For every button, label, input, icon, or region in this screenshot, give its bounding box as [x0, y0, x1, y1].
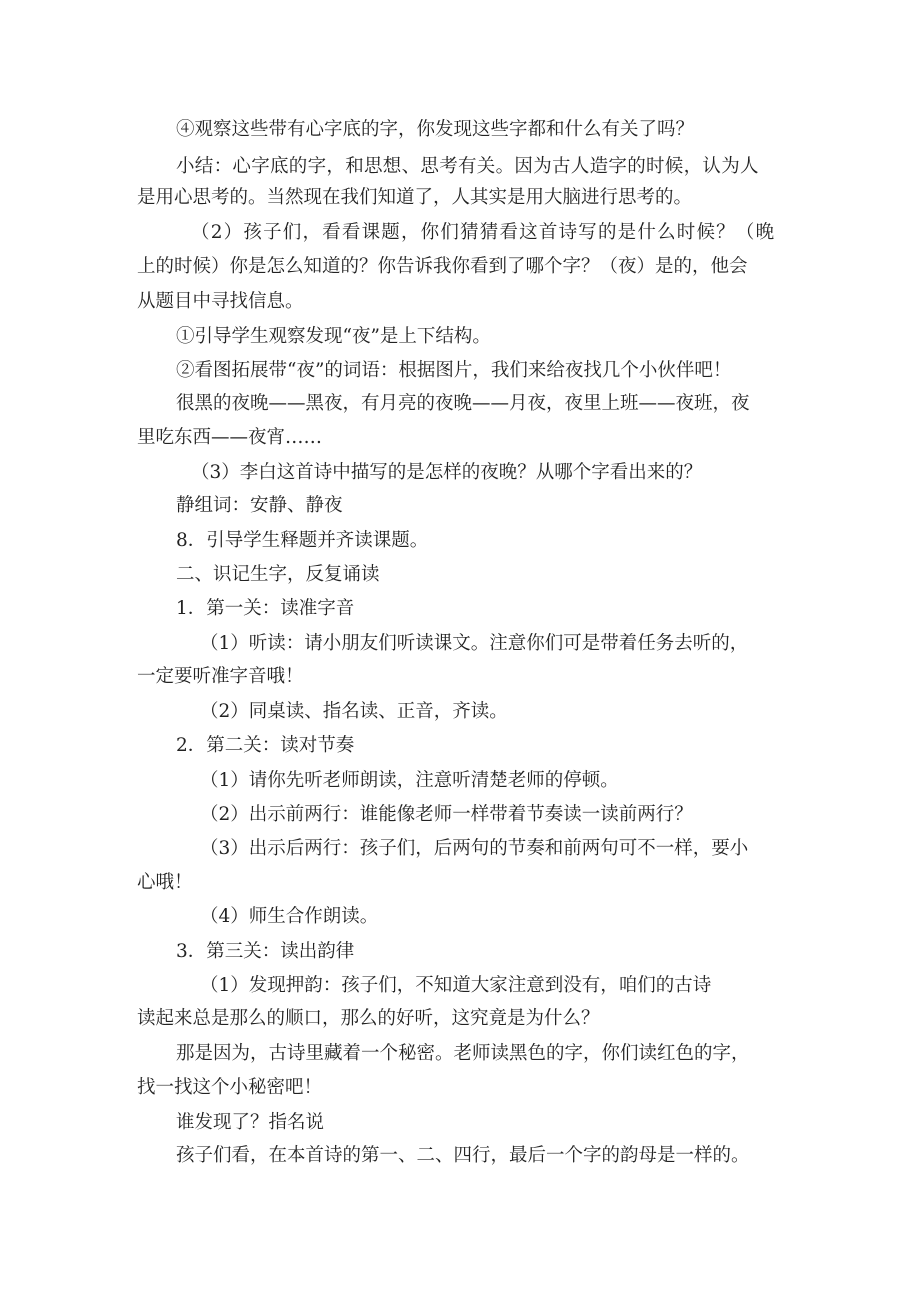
text-line: （3）李白这首诗中描写的是怎样的夜晚？从哪个字看出来的？: [191, 462, 703, 483]
text-line: 上的时候）你是怎么知道的？你告诉我你看到了哪个字？（夜）是的，他会: [137, 256, 748, 277]
text-line: 谁发现了？指名说: [176, 1112, 325, 1133]
text-line: 心哦！: [137, 872, 193, 893]
text-line: 是用心思考的。当然现在我们知道了，人其实是用大脑进行思考的。: [137, 187, 693, 208]
text-line: （2）出示前两行：谁能像老师一样带着节奏读一读前两行？: [200, 804, 693, 825]
text-line: （1）听读：请小朋友们听读课文。注意你们可是带着任务去听的，: [200, 633, 749, 654]
text-line: （2）同桌读、指名读、正音，齐读。: [200, 701, 508, 722]
text-line: 静组词：安静、静夜: [176, 495, 343, 516]
text-line: （1）发现押韵：孩子们，不知道大家注意到没有，咱们的古诗: [200, 975, 712, 996]
text-line: 找一找这个小秘密吧！: [137, 1077, 323, 1098]
text-line: 小结：心字底的字，和思想、思考有关。因为古人造字的时候，认为人: [176, 156, 759, 177]
text-line: ④观察这些带有心字底的字，你发现这些字都和什么有关了吗？: [176, 119, 695, 140]
text-line: （3）出示后两行：孩子们，后两句的节奏和前两句可不一样，要小: [200, 838, 749, 859]
text-line: 二、识记生字，反复诵读: [176, 564, 380, 585]
text-line: 2．第二关：读对节奏: [176, 735, 355, 756]
text-line: 孩子们看，在本首诗的第一、二、四行，最后一个字的韵母是一样的。: [176, 1145, 750, 1166]
text-line: 3．第三关：读出韵律: [176, 941, 355, 962]
text-line: 读起来总是那么的顺口，那么的好听，这究竟是为什么？: [137, 1008, 600, 1029]
text-line: 1．第一关：读准字音: [176, 598, 355, 619]
text-line: （2）孩子们，看看课题，你们猜猜看这首诗写的是什么时候？（晚: [191, 222, 776, 243]
text-line: （4）师生合作朗读。: [200, 906, 379, 927]
text-line: 一定要听准字音哦！: [137, 666, 304, 687]
text-line: ②看图拓展带“夜”的词语：根据图片，我们来给夜找几个小伙伴吧！: [176, 360, 732, 381]
text-line: 那是因为，古诗里藏着一个秘密。老师读黑色的字，你们读红色的字，: [176, 1043, 750, 1064]
text-line: 8．引导学生释题并齐读课题。: [176, 530, 429, 551]
text-line: （1）请你先听老师朗读，注意听清楚老师的停顿。: [200, 770, 619, 791]
text-line: 从题目中寻找信息。: [137, 291, 304, 312]
text-line: 里吃东西——夜宵……: [137, 427, 323, 448]
text-line: 很黑的夜晚——黑夜，有月亮的夜晚——月夜，夜里上班——夜班，夜: [176, 393, 750, 414]
text-line: ①引导学生观察发现“夜”是上下结构。: [176, 326, 491, 347]
